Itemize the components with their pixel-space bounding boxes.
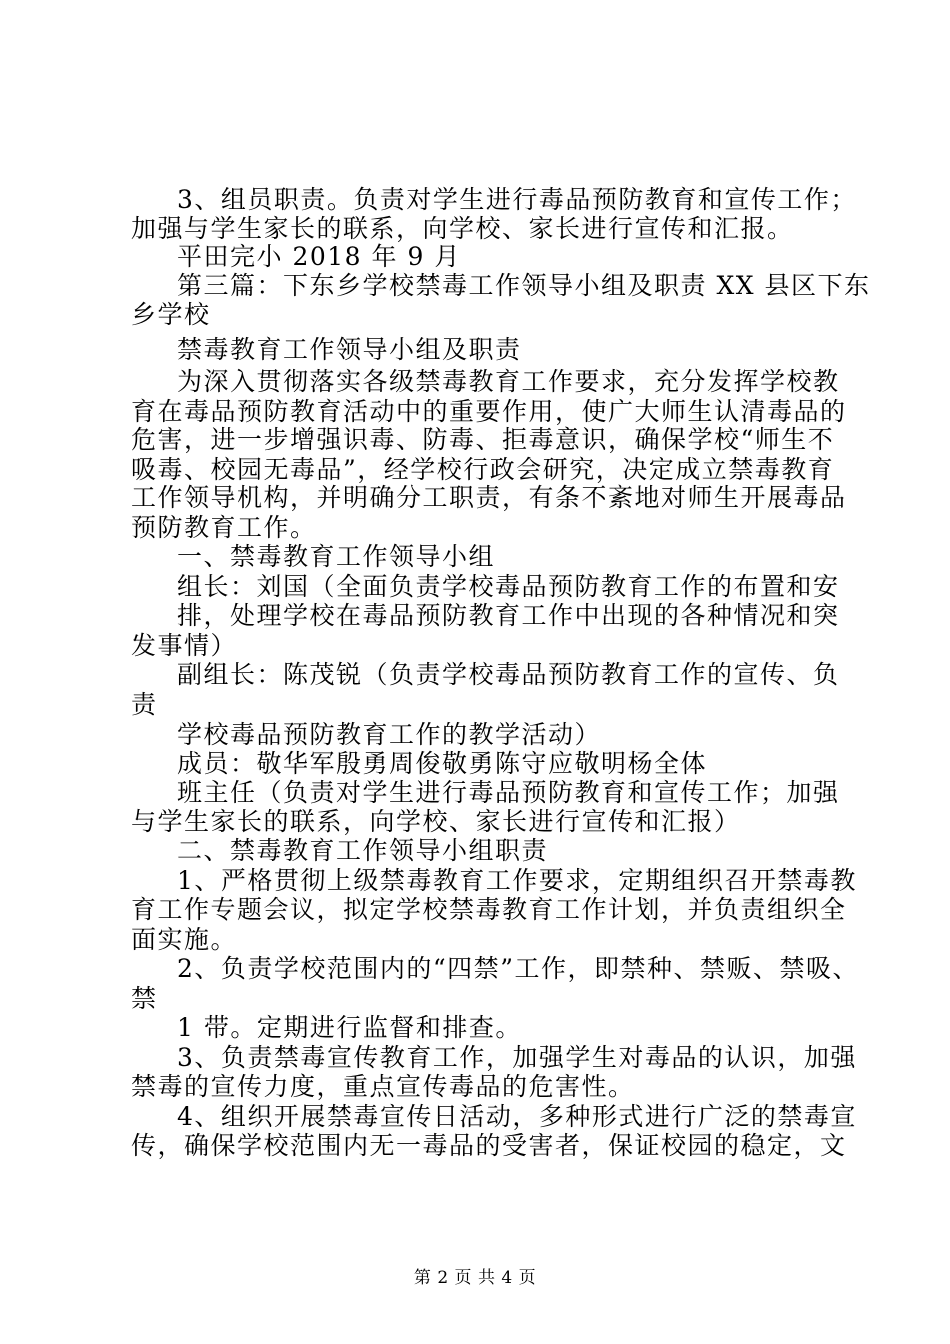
text-line: 育在毒品预防教育活动中的重要作用，使广大师生认清毒品的 — [131, 397, 847, 426]
text-line: 乡学校 — [131, 300, 211, 329]
text-line: 禁毒的宣传力度，重点宣传毒品的危害性。 — [131, 1072, 635, 1101]
text-line: 禁毒教育工作领导小组及职责 — [177, 335, 522, 364]
text-line: 加强与学生家长的联系，向学校、家长进行宣传和汇报。 — [131, 214, 794, 243]
text-line: 1 带。定期进行监督和排查。 — [177, 1013, 522, 1042]
text-line: 吸毒、校园无毒品”，经学校行政会研究，决定成立禁毒教育 — [131, 455, 835, 484]
text-line: 传，确保学校范围内无一毒品的受害者，保证校园的稳定，文 — [131, 1131, 847, 1160]
text-line: 发事情） — [131, 631, 238, 660]
text-line: 3、组员职责。负责对学生进行毒品预防教育和宣传工作； — [177, 185, 857, 214]
text-line: 学校毒品预防教育工作的教学活动） — [177, 720, 602, 749]
text-line: 禁 — [131, 984, 158, 1013]
page-footer: 第 2 页 共 4 页 — [413, 1268, 537, 1288]
text-line: 3、负责禁毒宣传教育工作，加强学生对毒品的认识，加强 — [177, 1043, 857, 1072]
text-line: 成员：敬华军殷勇周俊敬勇陈守应敬明杨全体 — [177, 749, 708, 778]
text-line: 第三篇：下东乡学校禁毒工作领导小组及职责 XX 县区下东 — [177, 271, 871, 300]
text-line: 一、禁毒教育工作领导小组 — [177, 542, 496, 571]
text-line: 面实施。 — [131, 925, 238, 954]
text-line: 排，处理学校在毒品预防教育工作中出现的各种情况和突 — [177, 601, 840, 630]
text-line: 二、禁毒教育工作领导小组职责 — [177, 836, 549, 865]
text-line: 危害，进一步增强识毒、防毒、拒毒意识，确保学校“师生不 — [131, 425, 835, 454]
text-line: 平田完小 2018 年 9 月 — [177, 242, 461, 271]
text-line: 工作领导机构，并明确分工职责，有条不紊地对师生开展毒品 — [131, 483, 847, 512]
text-line: 4、组织开展禁毒宣传日活动，多种形式进行广泛的禁毒宣 — [177, 1102, 857, 1131]
text-line: 预防教育工作。 — [131, 513, 317, 542]
text-line: 1、严格贯彻上级禁毒教育工作要求，定期组织召开禁毒教 — [177, 866, 857, 895]
text-line: 为深入贯彻落实各级禁毒教育工作要求，充分发挥学校教 — [177, 367, 840, 396]
text-line: 育工作专题会议，拟定学校禁毒教育工作计划，并负责组织全 — [131, 895, 847, 924]
text-line: 2、负责学校范围内的“四禁”工作，即禁种、禁贩、禁吸、 — [177, 954, 859, 983]
text-line: 责 — [131, 690, 158, 719]
text-line: 组长：刘国（全面负责学校毒品预防教育工作的布置和安 — [177, 572, 840, 601]
text-line: 与学生家长的联系，向学校、家长进行宣传和汇报） — [131, 807, 741, 836]
text-line: 副组长：陈茂锐（负责学校毒品预防教育工作的宣传、负 — [177, 660, 840, 689]
text-line: 班主任（负责对学生进行毒品预防教育和宣传工作；加强 — [177, 778, 840, 807]
